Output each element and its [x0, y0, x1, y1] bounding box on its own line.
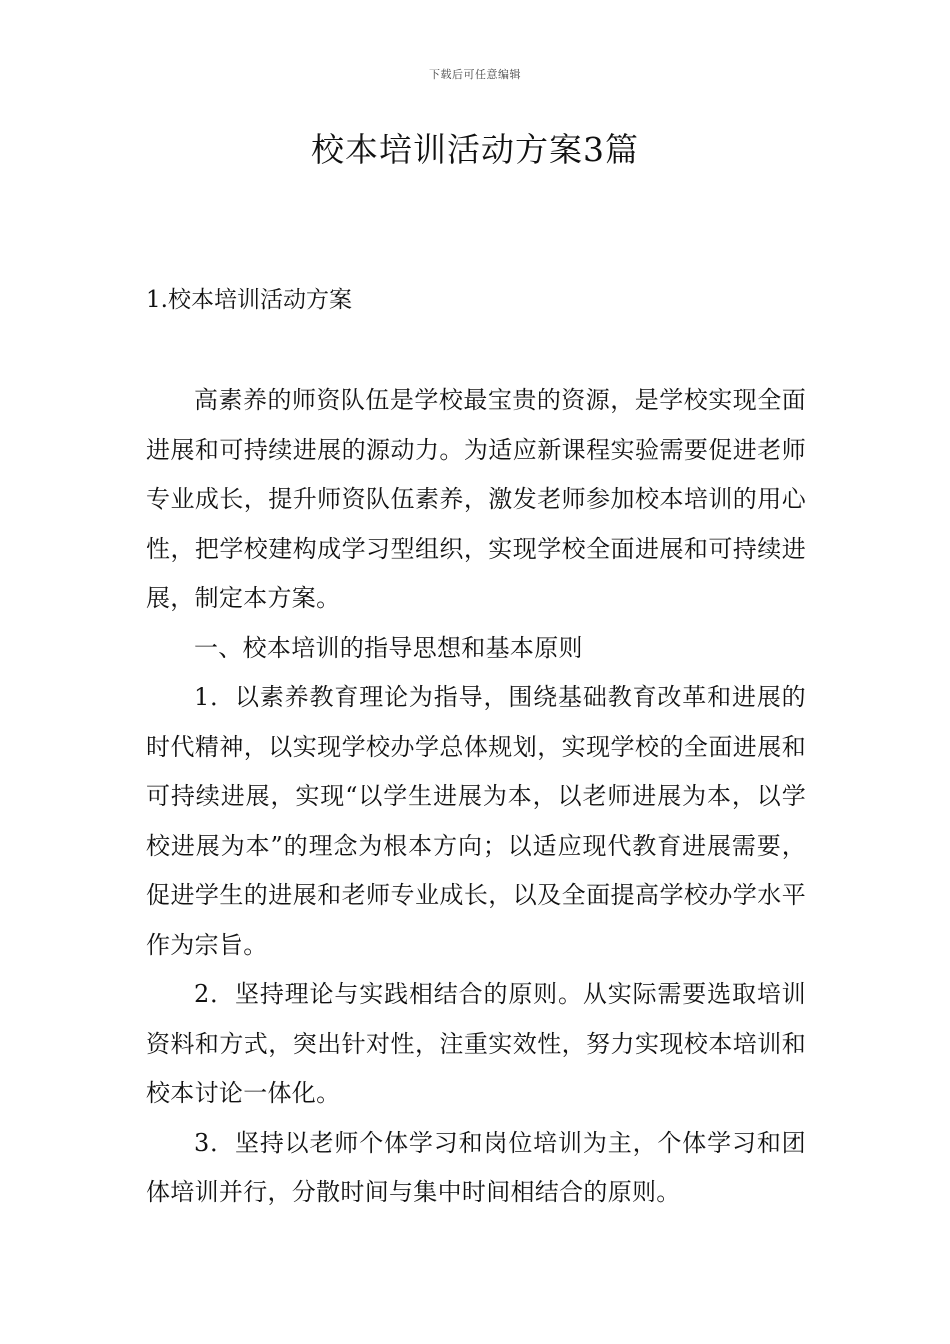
document-body [146, 376, 806, 1218]
paragraph-item-2: 2．坚持理论与实践相结合的原则。从实际需要选取培训资料和方式，突出针对性，注重实效性，努力实现校本培训和校本讨论一体化。 [146, 980, 806, 1107]
paragraph-heading-principles: 一、校本培训的指导思想和基本原则 [194, 633, 583, 662]
document-title: 校本培训活动方案3篇 [311, 130, 639, 169]
paragraph-item-3: 3．坚持以老师个体学习和岗位培训为主，个体学习和团体培训并行，分散时间与集中时间相结合的原则。 [146, 1128, 806, 1206]
paragraph-item-1: 1．以素养教育理论为指导，围绕基础教育改革和进展的时代精神，以实现学校办学总体规划，实现学校的全面进展和可持续进展，实现“以学生进展为本，以老师进展为本，以学校进展为本”的理念为根本方向；以适应现代教育进展需要，促进学生的进展和老师专业成长，以及全面提高学校办学水平作为宗旨。 [146, 683, 806, 959]
header-note: 下载后可任意编辑 [429, 68, 521, 81]
paragraph-intro: 高素养的师资队伍是学校最宝贵的资源，是学校实现全面进展和可持续进展的源动力。为适应新课程实验需要促进老师专业成长，提升师资队伍素养，激发老师参加校本培训的用心性，把学校建构成学习型组织，实现学校全面进展和可持续进展，制定本方案。 [146, 386, 806, 612]
section-heading: 1.校本培训活动方案 [146, 287, 352, 313]
